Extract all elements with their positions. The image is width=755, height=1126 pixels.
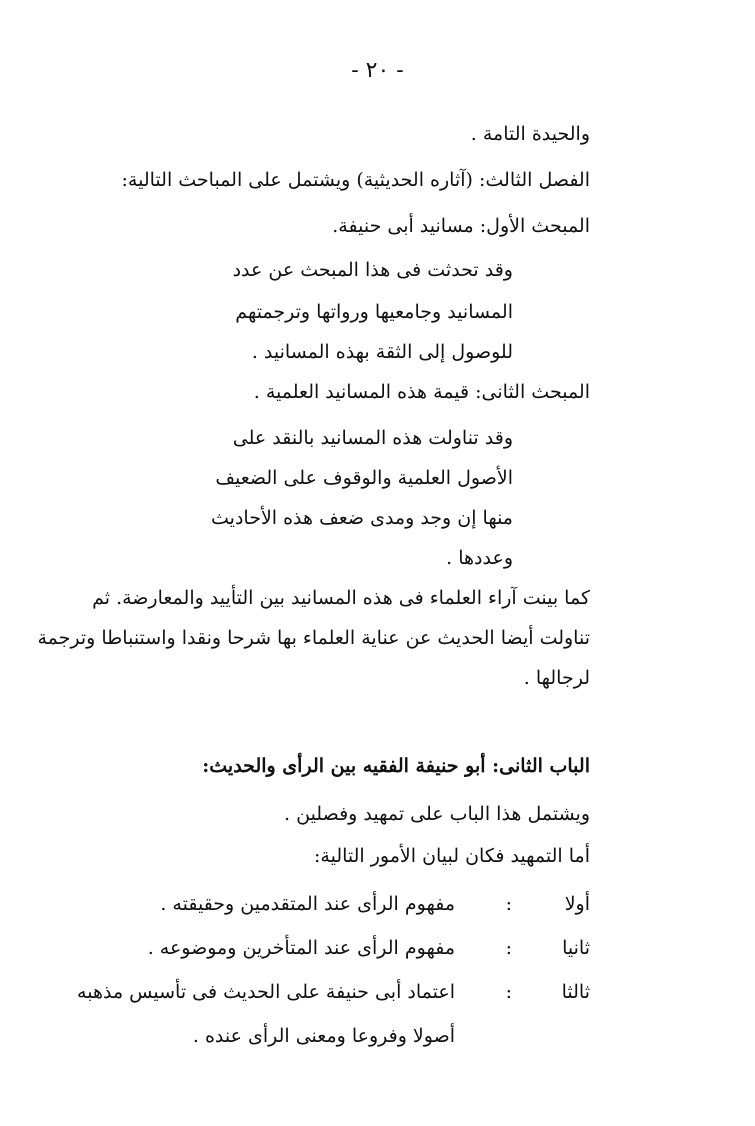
list-item-label: ثالثا xyxy=(561,981,590,1003)
list-item-text: مفهوم الرأى عند المتقدمين وحقيقته . xyxy=(160,893,455,915)
section-text-line: منها إن وجد ومدى ضعف هذه الأحاديث xyxy=(211,507,513,529)
chapter-heading: الفصل الثالث: (آثاره الحديثية) ويشتمل على المباحث التالية: xyxy=(121,169,590,191)
list-item-label: أولا xyxy=(564,893,590,915)
section-heading-1: المبحث الأول: مسانيد أبى حنيفة. xyxy=(332,215,590,237)
text-line: والحيدة التامة . xyxy=(470,123,590,145)
list-item-text: اعتماد أبى حنيفة على الحديث فى تأسيس مذهبه xyxy=(77,981,455,1003)
section-text-line: وقد تناولت هذه المسانيد بالنقد على xyxy=(232,427,513,449)
list-item-colon: : xyxy=(505,937,512,959)
section-text-line: وقد تحدثت فى هذا المبحث عن عدد xyxy=(232,259,513,281)
list-item-label: ثانيا xyxy=(562,937,590,959)
list-item-continuation: أصولا وفروعا ومعنى الرأى عنده . xyxy=(192,1025,455,1047)
list-item-colon: : xyxy=(505,893,512,915)
paragraph-line: لرجالها . xyxy=(523,667,590,689)
part-heading: الباب الثانى: أبو حنيفة الفقيه بين الرأى والحديث: xyxy=(202,755,590,777)
section-text-line: للوصول إلى الثقة بهذه المسانيد . xyxy=(251,341,513,363)
paragraph-line: كما بينت آراء العلماء فى هذه المسانيد بين التأييد والمعارضة. ثم xyxy=(92,587,590,609)
list-item-colon: : xyxy=(505,981,512,1003)
paragraph-line: تناولت أيضا الحديث عن عناية العلماء بها شرحا ونقدا واستنباطا وترجمة xyxy=(37,627,590,649)
list-item-text: مفهوم الرأى عند المتأخرين وموضوعه . xyxy=(147,937,455,959)
section-heading-2: المبحث الثانى: قيمة هذه المسانيد العلمية . xyxy=(253,381,590,403)
section-text-line: الأصول العلمية والوقوف على الضعيف xyxy=(215,467,513,489)
section-text-line: المسانيد وجامعيها ورواتها وترجمتهم xyxy=(235,301,513,323)
section-text-line: وعددها . xyxy=(446,547,513,569)
text-line: ويشتمل هذا الباب على تمهيد وفصلين . xyxy=(284,803,590,825)
page-number: - ٢٠ - xyxy=(351,58,404,83)
text-line: أما التمهيد فكان لبيان الأمور التالية: xyxy=(314,845,590,867)
